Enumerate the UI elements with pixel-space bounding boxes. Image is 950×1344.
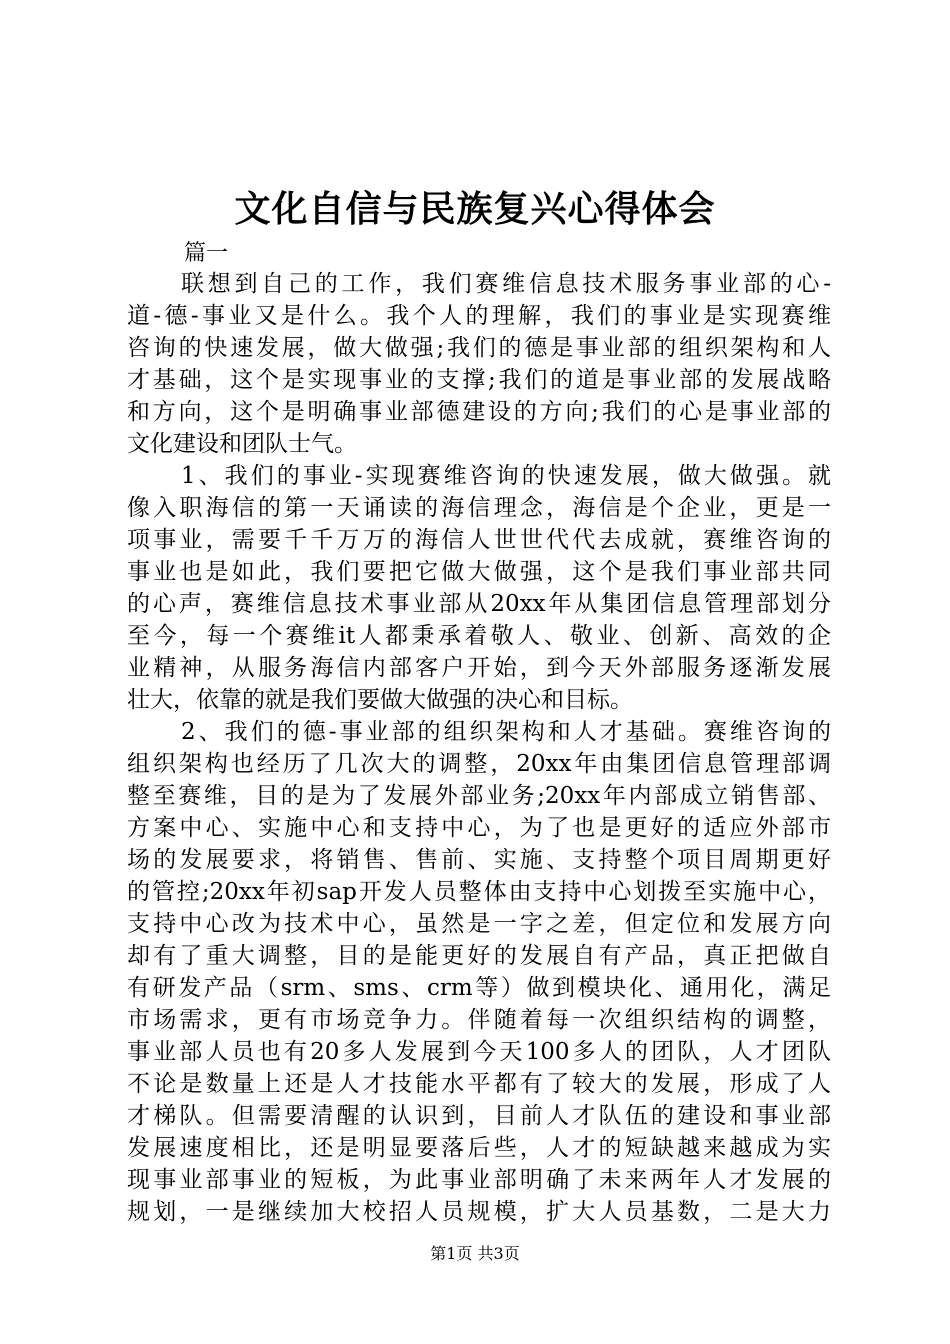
body-line-1: 联想到自己的工作，我们赛维信息技术服务事业部的心- [181, 271, 831, 297]
body-line-6: 文化建设和团队士气。 [127, 431, 357, 457]
body-line-4: 才基础，这个是实现事业的支撑;我们的道是事业部的发展战略 [127, 367, 831, 393]
body-line-7: 1、我们的事业-实现赛维咨询的快速发展，做大做强。就 [181, 463, 831, 489]
body-line-17: 整至赛维，目的是为了发展外部业务;20xx年内部成立销售部、 [127, 783, 831, 809]
body-line-30: 规划，一是继续加大校招人员规模，扩大人员基数，二是大力 [127, 1199, 831, 1225]
body-line-24: 市场需求，更有市场竞争力。伴随着每一次组织结构的调整， [127, 1007, 831, 1033]
body-line-19: 场的发展要求，将销售、售前、实施、支持整个项目周期更好 [127, 847, 831, 873]
body-line-20: 的管控;20xx年初sap开发人员整体由支持中心划拨至实施中心， [127, 879, 831, 905]
body-line-26: 不论是数量上还是人才技能水平都有了较大的发展，形成了人 [127, 1071, 831, 1097]
body-line-8: 像入职海信的第一天诵读的海信理念，海信是个企业，更是一 [127, 495, 831, 521]
body-line-22: 却有了重大调整，目的是能更好的发展自有产品，真正把做自 [127, 943, 831, 969]
body-line-2: 道-德-事业又是什么。我个人的理解，我们的事业是实现赛维 [127, 303, 831, 329]
body-line-9: 项事业，需要千千万万的海信人世世代代去成就，赛维咨询的 [127, 527, 831, 553]
body-line-15: 2、我们的德-事业部的组织架构和人才基础。赛维咨询的 [181, 719, 831, 745]
body-line-3: 咨询的快速发展，做大做强;我们的德是事业部的组织架构和人 [127, 335, 831, 361]
document-title: 文化自信与民族复兴心得体会 [234, 188, 716, 230]
body-line-10: 事业也是如此，我们要把它做大做强，这个是我们事业部共同 [127, 559, 831, 585]
body-line-27: 才梯队。但需要清醒的认识到，目前人才队伍的建设和事业部 [127, 1103, 831, 1129]
body-line-5: 和方向，这个是明确事业部德建设的方向;我们的心是事业部的 [127, 399, 831, 425]
section-heading: 篇一 [184, 241, 229, 266]
body-line-14: 壮大，依靠的就是我们要做大做强的决心和目标。 [127, 687, 633, 713]
body-line-13: 业精神，从服务海信内部客户开始，到今天外部服务逐渐发展 [127, 655, 831, 681]
page-indicator: 第1页 共3页 [430, 1244, 520, 1263]
document-body [127, 268, 831, 1228]
body-line-28: 发展速度相比，还是明显要落后些，人才的短缺越来越成为实 [127, 1135, 831, 1161]
body-line-18: 方案中心、实施中心和支持中心，为了也是更好的适应外部市 [127, 815, 831, 841]
body-line-11: 的心声，赛维信息技术事业部从20xx年从集团信息管理部划分 [127, 591, 831, 617]
body-line-25: 事业部人员也有20多人发展到今天100多人的团队，人才团队 [127, 1039, 831, 1065]
body-line-23: 有研发产品（srm、sms、crm等）做到模块化、通用化，满足 [127, 975, 831, 1001]
body-line-29: 现事业部事业的短板，为此事业部明确了未来两年人才发展的 [127, 1167, 831, 1193]
body-line-16: 组织架构也经历了几次大的调整，20xx年由集团信息管理部调 [127, 751, 831, 777]
body-line-12: 至今，每一个赛维it人都秉承着敬人、敬业、创新、高效的企 [127, 623, 831, 649]
body-line-21: 支持中心改为技术中心，虽然是一字之差，但定位和发展方向 [127, 911, 831, 937]
